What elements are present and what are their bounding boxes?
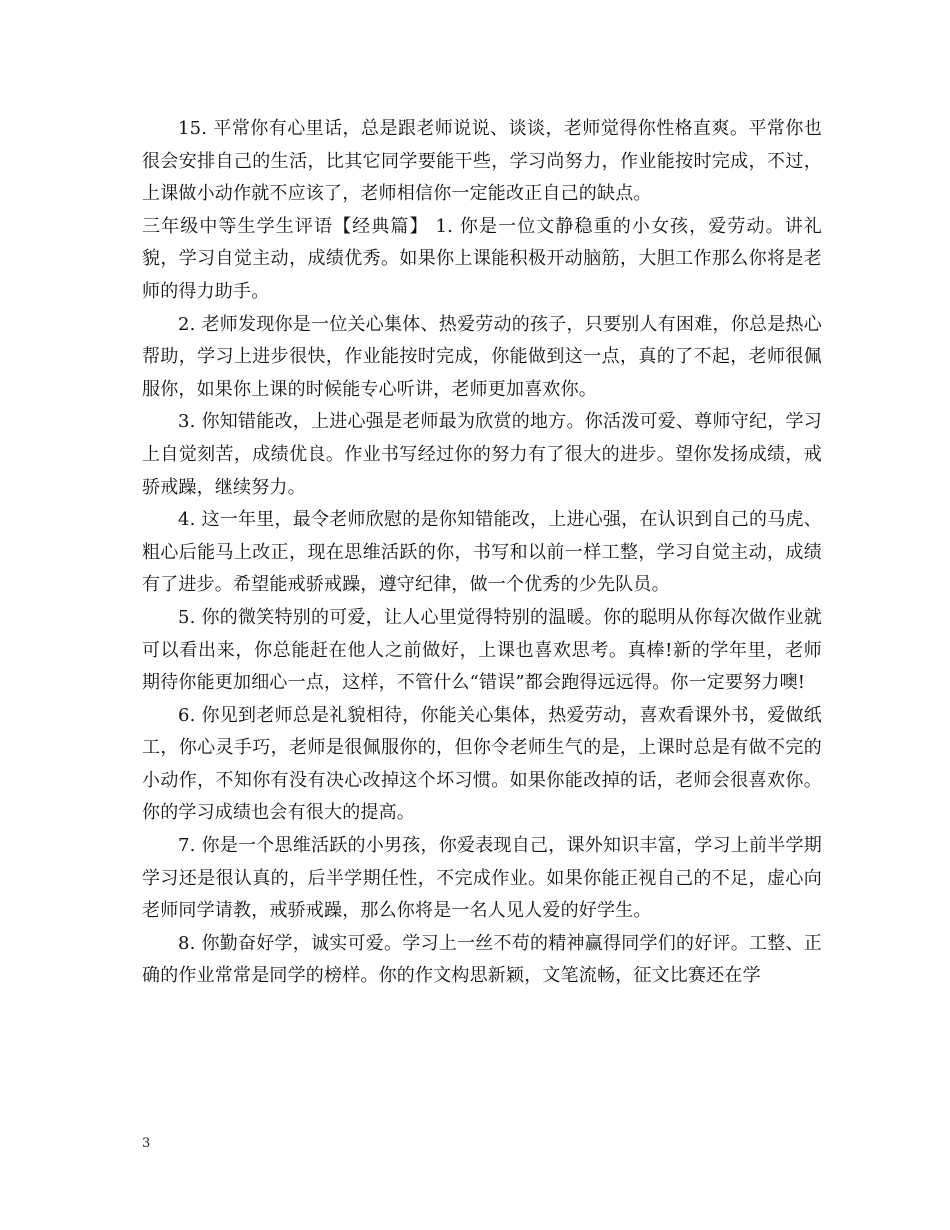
document-body	[142, 113, 822, 993]
section-paragraph	[142, 211, 822, 309]
paragraph-2: 2. 老师发现你是一位关心集体、热爱劳动的孩子，只要别人有困难，你总是热心帮助，学习上进步很快，作业能按时完成，你能做到这一点，真的了不起，老师很佩服你，如果你上课的时候能专心听讲，老师更加喜欢你。	[142, 313, 822, 400]
page-number: 3	[142, 1136, 151, 1151]
section-heading: 三年级中等生学生评语【经典篇】	[142, 215, 429, 237]
paragraph-4: 4. 这一年里，最令老师欣慰的是你知错能改，上进心强，在认识到自己的马虎、粗心后能马上改正，现在思维活跃的你，书写和以前一样工整，学习自觉主动，成绩有了进步。希望能戒骄戒躁，遵守纪律，做一个优秀的少先队员。	[142, 509, 822, 596]
paragraph-6: 6. 你见到老师总是礼貌相待，你能关心集体，热爱劳动，喜欢看课外书，爱做纸工，你心灵手巧，老师是很佩服你的，但你令老师生气的是，上课时总是有做不完的小动作，不知你有没有决心改掉这个坏习惯。如果你能改掉的话，老师会很喜欢你。你的学习成绩也会有很大的提高。	[142, 704, 822, 824]
paragraph-7: 7. 你是一个思维活跃的小男孩，你爱表现自己，课外知识丰富，学习上前半学期学习还是很认真的，后半学期任性，不完成作业。如果你能正视自己的不足，虚心向老师同学请教，戒骄戒躁，那么你将是一名人见人爱的好学生。	[142, 835, 822, 922]
paragraph-3: 3. 你知错能改，上进心强是老师最为欣赏的地方。你活泼可爱、尊师守纪，学习上自觉刻苦，成绩优良。作业书写经过你的努力有了很大的进步。望你发扬成绩，戒骄戒躁，继续努力。	[142, 411, 822, 498]
paragraph-5: 5. 你的微笑特别的可爱，让人心里觉得特别的温暖。你的聪明从你每次做作业就可以看出来，你总能赶在他人之前做好，上课也喜欢思考。真棒!新的学年里，老师期待你能更加细心一点，这样，不管什么“错误”都会跑得远远得。你一定要努力噢!	[142, 606, 822, 694]
paragraph-1: 1. 你是一位文静稳重的小女孩，爱劳动。讲礼貌，学习自觉主动，成绩优秀。如果你上课能积极开动脑筋，大胆工作那么你将是老师的得力助手。	[142, 215, 823, 302]
paragraph-15: 15. 平常你有心里话，总是跟老师说说、谈谈，老师觉得你性格直爽。平常你也很会安排自己的生活，比其它同学要能干些，学习尚努力，作业能按时完成，不过，上课做小动作就不应该了，老师相信你一定能改正自己的缺点。	[142, 118, 822, 205]
paragraph-8: 8. 你勤奋好学，诚实可爱。学习上一丝不苟的精神赢得同学们的好评。工整、正确的作业常常是同学的榜样。你的作文构思新颖，文笔流畅，征文比赛还在学	[142, 932, 822, 987]
